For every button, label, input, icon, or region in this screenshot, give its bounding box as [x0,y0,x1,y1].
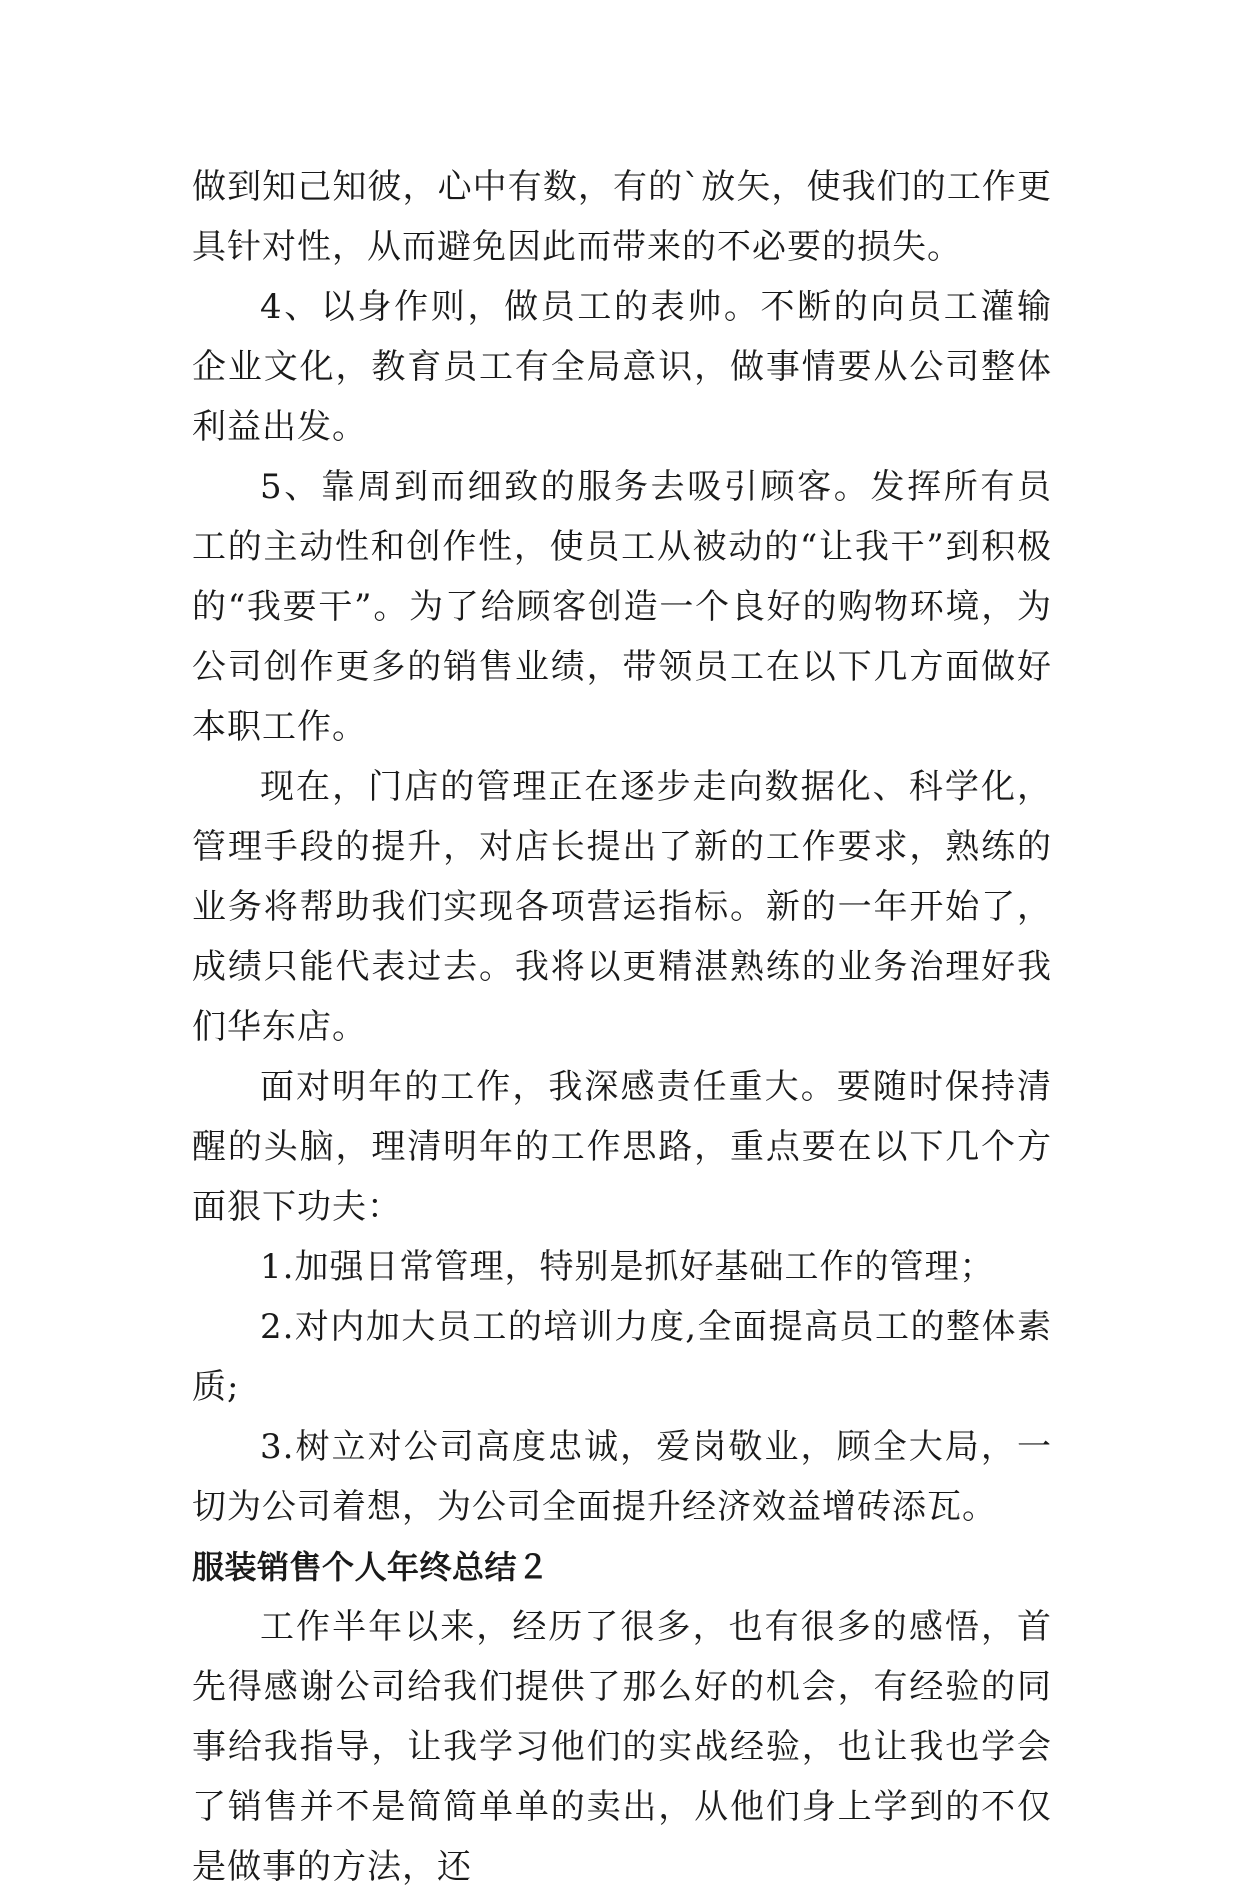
paragraph-5: 面对明年的工作，我深感责任重大。要随时保持清醒的头脑，理清明年的工作思路，重点要在以下几个方面狠下功夫： [192,1067,1052,1227]
paragraph-2: 4、以身作则，做员工的表帅。不断的向员工灌输企业文化，教育员工有全局意识，做事情要从公司整体利益出发。 [192,287,1052,447]
paragraph-4: 现在，门店的管理正在逐步走向数据化、科学化，管理手段的提升，对店长提出了新的工作要求，熟练的业务将帮助我们实现各项营运指标。新的一年开始了，成绩只能代表过去。我将以更精湛熟练的业务治理好我们华东店。 [192,767,1052,1047]
paragraph-3: 5、靠周到而细致的服务去吸引顾客。发挥所有员工的主动性和创作性，使员工从被动的“让我干”到积极的“我要干”。为了给顾客创造一个良好的购物环境，为公司创作更多的销售业绩，带领员工在以下几方面做好本职工作。 [192,467,1052,747]
list-item-1: 1.加强日常管理，特别是抓好基础工作的管理； [260,1247,995,1287]
document-body [192,157,1052,1897]
paragraph-1: 做到知己知彼，心中有数，有的`放矢，使我们的工作更具针对性，从而避免因此而带来的不必要的损失。 [192,167,1052,267]
section-title: 服装销售个人年终总结２ [192,1548,550,1586]
list-item-2: 2.对内加大员工的培训力度,全面提高员工的整体素质; [192,1307,1052,1407]
section-paragraph-1: 工作半年以来，经历了很多，也有很多的感悟，首先得感谢公司给我们提供了那么好的机会，有经验的同事给我指导，让我学习他们的实战经验，也让我也学会了销售并不是简简单单的卖出，从他们身上学到的不仅是做事的方法，还 [192,1607,1052,1887]
list-item-3: 3.树立对公司高度忠诚，爱岗敬业，顾全大局，一切为公司着想，为公司全面提升经济效益增砖添瓦。 [192,1427,1052,1527]
